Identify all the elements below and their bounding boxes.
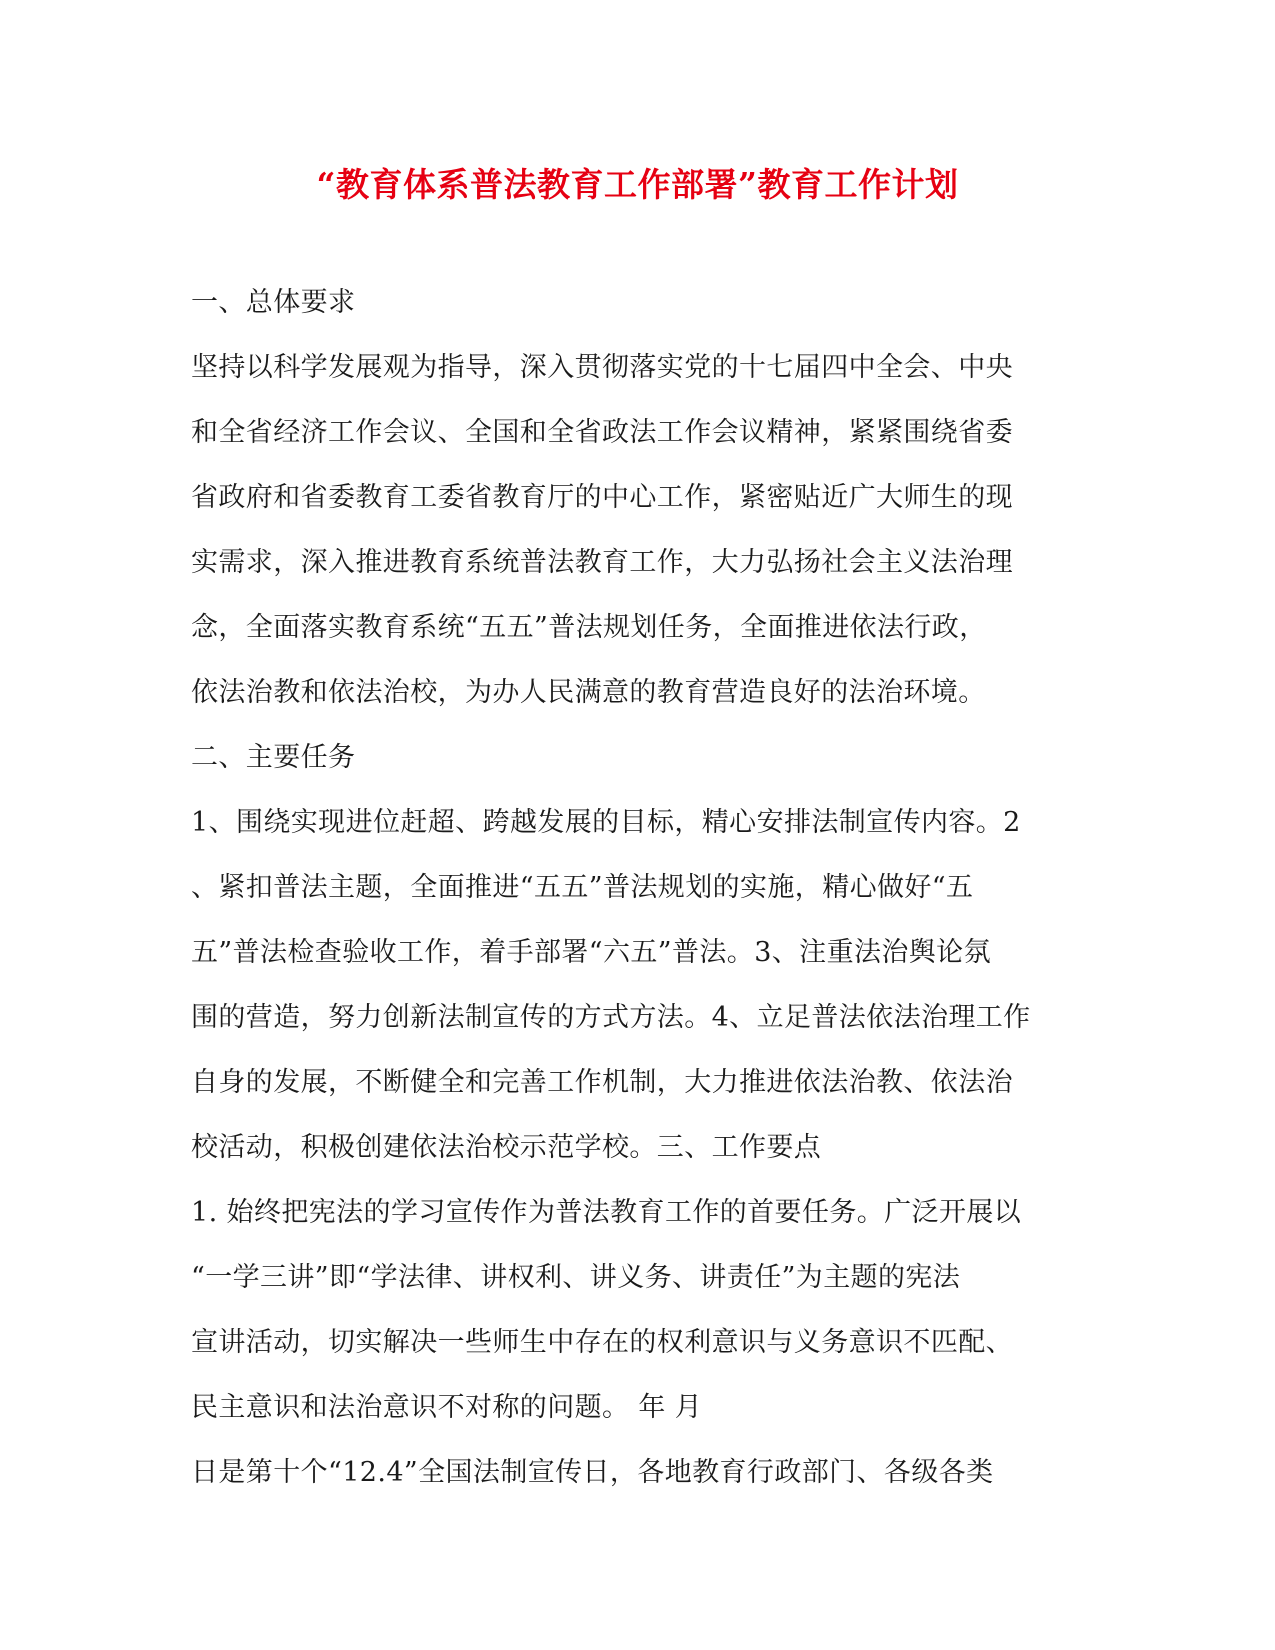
document-body — [191, 278, 1081, 1513]
text-line: 围的营造，努力创新法制宣传的方式方法。4、立足普法依法治理工作 — [191, 1002, 1031, 1033]
text-line: 依法治教和依法治校，为办人民满意的教育营造良好的法治环境。 — [191, 677, 986, 708]
text-line: “一学三讲”即“学法律、讲权利、讲义务、讲责任”为主题的宪法 — [191, 1262, 961, 1293]
text-line: 和全省经济工作会议、全国和全省政法工作会议精神，紧紧围绕省委 — [191, 417, 1013, 448]
text-line: 二、主要任务 — [191, 742, 356, 773]
text-line: 1、围绕实现进位赶超、跨越发展的目标，精心安排法制宣传内容。2 — [191, 807, 1021, 838]
text-line: 1. 始终把宪法的学习宣传作为普法教育工作的首要任务。广泛开展以 — [191, 1197, 1022, 1228]
text-line: 校活动，积极创建依法治校示范学校。三、工作要点 — [191, 1132, 822, 1163]
text-line: 日是第十个“12.4”全国法制宣传日，各地教育行政部门、各级各类 — [191, 1457, 994, 1488]
text-line: 民主意识和法治意识不对称的问题。 年 月 — [191, 1392, 703, 1423]
text-line: 省政府和省委教育工委省教育厅的中心工作，紧密贴近广大师生的现 — [191, 482, 1013, 513]
text-line: 念，全面落实教育系统“五五”普法规划任务，全面推进依法行政， — [191, 612, 987, 643]
text-line: 宣讲活动，切实解决一些师生中存在的权利意识与义务意识不匹配、 — [191, 1327, 1013, 1358]
text-line: 自身的发展，不断健全和完善工作机制，大力推进依法治教、依法治 — [191, 1067, 1013, 1098]
text-line: 坚持以科学发展观为指导，深入贯彻落实党的十七届四中全会、中央 — [191, 352, 1013, 383]
document-title: “教育体系普法教育工作部署”教育工作计划 — [316, 165, 959, 204]
text-line: 、紧扣普法主题，全面推进“五五”普法规划的实施，精心做好“五 — [191, 872, 974, 903]
text-line: 一、总体要求 — [191, 287, 356, 318]
text-line: 五”普法检查验收工作，着手部署“六五”普法。3、注重法治舆论氛 — [191, 937, 991, 968]
text-line: 实需求，深入推进教育系统普法教育工作，大力弘扬社会主义法治理 — [191, 547, 1013, 578]
